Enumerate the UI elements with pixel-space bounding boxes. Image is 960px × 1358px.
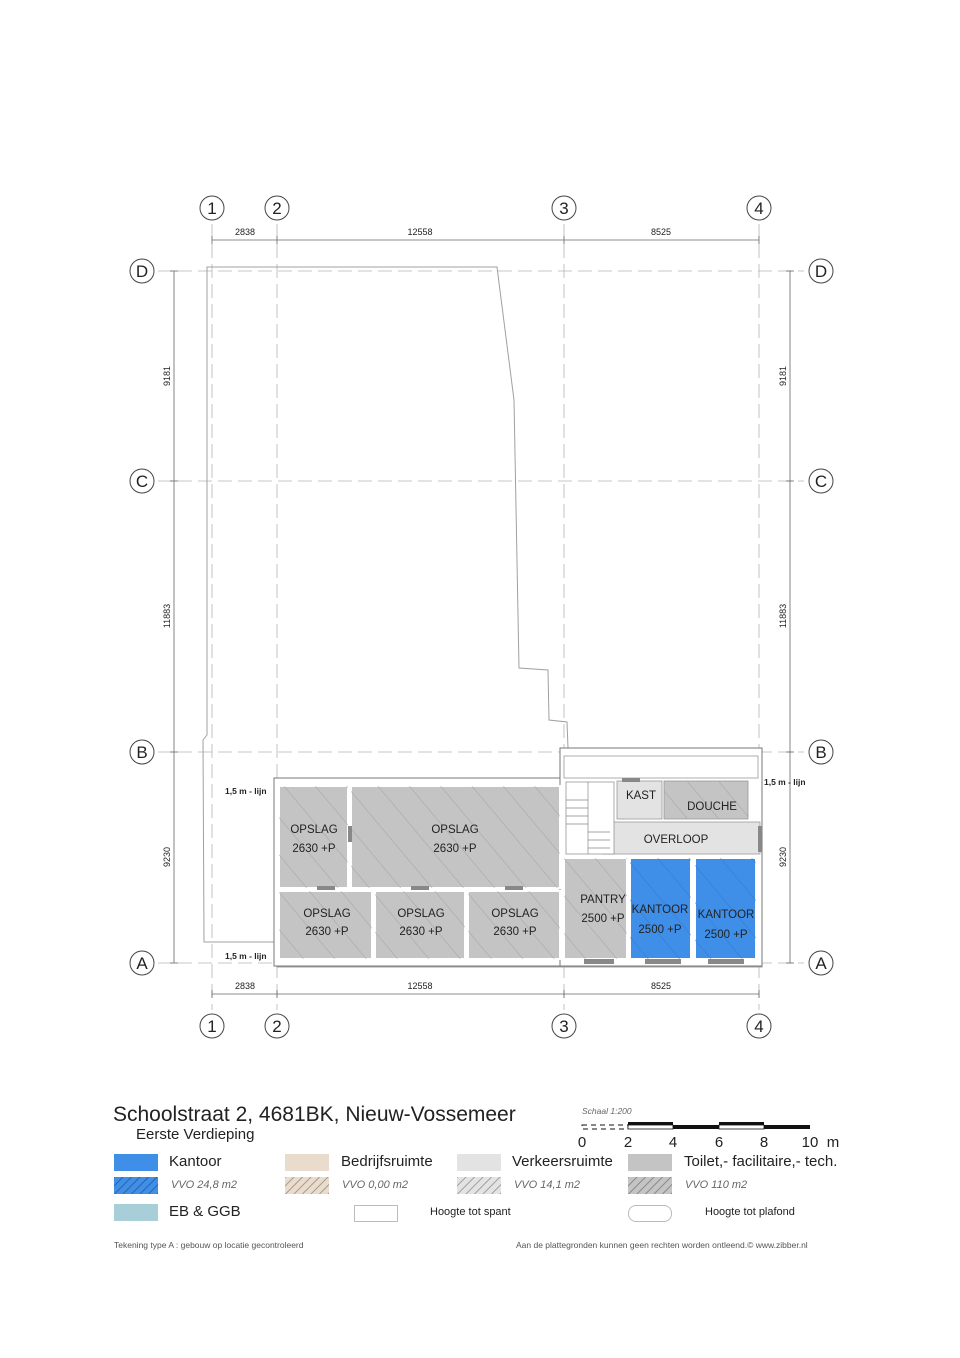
legend-swatch-ebggb <box>114 1204 158 1221</box>
axis-row-c-left: C <box>135 472 149 491</box>
legend-swatch-hoogte-spant <box>354 1205 398 1222</box>
legend-label-bedrijfsruimte: Bedrijfsruimte <box>341 1153 433 1170</box>
scale-tick-0: 0 <box>577 1134 587 1151</box>
dim-right-1: 9181 <box>778 365 788 387</box>
axis-row-a-right: A <box>815 954 827 973</box>
footer-right: Aan de plattegronden kunnen geen rechten worden ontleend.© www.zibber.nl <box>516 1240 808 1250</box>
dim-top-1: 2838 <box>234 227 256 237</box>
axis-row-a-left: A <box>136 954 148 973</box>
legend-swatch-bedrijfsruimte-vvo <box>285 1177 329 1194</box>
axis-row-d-right: D <box>814 262 828 281</box>
scale-tick-4: 4 <box>668 1134 678 1151</box>
room-label-kantoor-2: KANTOOR <box>697 909 755 921</box>
room-height-kantoor-1: 2500 +P <box>638 924 682 936</box>
scale-caption: Schaal 1:200 <box>582 1106 632 1116</box>
scale-bar <box>578 1118 818 1132</box>
floor-name: Eerste Verdieping <box>136 1126 255 1143</box>
dim-top-2: 12558 <box>407 227 433 237</box>
dim-left-3: 9230 <box>162 846 172 868</box>
room-label-pantry: PANTRY <box>580 894 626 906</box>
axis-col-2-top: 2 <box>272 199 282 218</box>
axis-col-2-bottom: 2 <box>272 1017 282 1036</box>
room-label-kantoor-1: KANTOOR <box>631 904 689 916</box>
axis-col-1-bottom: 1 <box>207 1017 217 1036</box>
legend-swatch-kantoor <box>114 1154 158 1171</box>
room-height-opslag-3: 2630 +P <box>305 926 349 938</box>
axis-row-b-left: B <box>136 743 148 762</box>
dim-bottom-1: 2838 <box>234 981 256 991</box>
legend-vvo-bedrijfsruimte: VVO 0,00 m2 <box>342 1179 409 1191</box>
scale-tick-8: 8 <box>759 1134 769 1151</box>
axis-row-b-right: B <box>815 743 827 762</box>
legend-label-toilet: Toilet,- facilitaire,- tech. <box>684 1153 838 1170</box>
page-title: Schoolstraat 2, 4681BK, Nieuw-Vossemeer <box>113 1103 516 1126</box>
room-label-overloop: OVERLOOP <box>643 834 709 846</box>
axis-row-d-left: D <box>135 262 149 281</box>
room-label-opslag-4: OPSLAG <box>397 908 445 920</box>
room-height-opslag-1: 2630 +P <box>292 843 336 855</box>
scale-tick-2: 2 <box>623 1134 633 1151</box>
legend-label-hoogte-plafond: Hoogte tot plafond <box>705 1206 795 1218</box>
legend-swatch-bedrijfsruimte <box>285 1154 329 1171</box>
axis-col-3-bottom: 3 <box>559 1017 569 1036</box>
dim-bottom-3: 8525 <box>650 981 672 991</box>
room-label-opslag-2: OPSLAG <box>431 824 479 836</box>
room-height-opslag-2: 2630 +P <box>433 843 477 855</box>
scale-unit: m <box>826 1134 840 1151</box>
dim-top-3: 8525 <box>650 227 672 237</box>
scale-tick-10: 10 <box>801 1134 819 1151</box>
lijn-label-top-left: 1,5 m - lijn <box>225 786 267 796</box>
axis-col-3-top: 3 <box>559 199 569 218</box>
legend-swatch-toilet-vvo <box>628 1177 672 1194</box>
dim-right-3: 9230 <box>778 846 788 868</box>
dim-left-1: 9181 <box>162 365 172 387</box>
lijn-label-bottom-left: 1,5 m - lijn <box>225 951 267 961</box>
legend-swatch-hoogte-plafond <box>628 1205 672 1222</box>
legend-label-kantoor: Kantoor <box>169 1153 222 1170</box>
legend-label-verkeersruimte: Verkeersruimte <box>512 1153 613 1170</box>
room-label-opslag-5: OPSLAG <box>491 908 539 920</box>
legend-vvo-kantoor: VVO 24,8 m2 <box>171 1179 238 1191</box>
dim-bottom-2: 12558 <box>407 981 433 991</box>
axis-col-4-bottom: 4 <box>754 1017 764 1036</box>
room-height-opslag-5: 2630 +P <box>493 926 537 938</box>
legend-swatch-toilet <box>628 1154 672 1171</box>
axis-col-4-top: 4 <box>754 199 764 218</box>
legend-label-ebggb: EB & GGB <box>169 1203 241 1220</box>
dim-left-2: 11883 <box>162 603 172 629</box>
footer-left: Tekening type A : gebouw op locatie gecontroleerd <box>114 1240 304 1250</box>
legend-vvo-toilet: VVO 110 m2 <box>685 1179 748 1191</box>
room-label-opslag-3: OPSLAG <box>303 908 351 920</box>
room-height-pantry: 2500 +P <box>581 913 625 925</box>
legend-vvo-verkeersruimte: VVO 14,1 m2 <box>514 1179 581 1191</box>
room-height-kantoor-2: 2500 +P <box>704 929 748 941</box>
legend-label-hoogte-spant: Hoogte tot spant <box>430 1206 511 1218</box>
room-label-douche: DOUCHE <box>687 801 737 813</box>
room-height-opslag-4: 2630 +P <box>399 926 443 938</box>
room-label-kast: KAST <box>625 790 657 802</box>
staircase <box>566 782 614 854</box>
lijn-label-top-right: 1,5 m - lijn <box>764 777 806 787</box>
legend-swatch-kantoor-vvo <box>114 1177 158 1194</box>
scale-tick-6: 6 <box>714 1134 724 1151</box>
dim-right-2: 11883 <box>778 603 788 629</box>
legend-swatch-verkeersruimte-vvo <box>457 1177 501 1194</box>
axis-row-c-right: C <box>814 472 828 491</box>
legend-swatch-verkeersruimte <box>457 1154 501 1171</box>
room-label-opslag-1: OPSLAG <box>290 824 338 836</box>
axis-col-1-top: 1 <box>207 199 217 218</box>
